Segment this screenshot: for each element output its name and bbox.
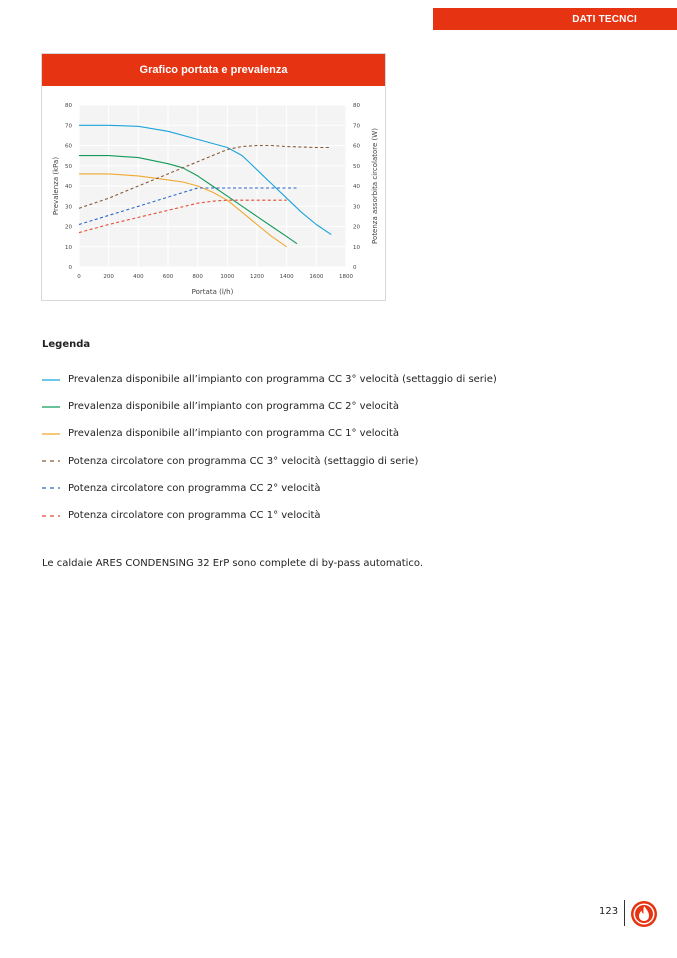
y2-tick-label: 50 — [353, 163, 360, 170]
y-tick-label: 30 — [65, 204, 72, 211]
page-number-divider — [624, 900, 625, 926]
y-tick-label: 60 — [65, 143, 72, 150]
y2-tick-label: 20 — [353, 224, 360, 231]
x-tick-label: 200 — [103, 274, 114, 280]
x-tick-label: 1600 — [309, 274, 324, 280]
chart-title: Grafico portata e prevalenza — [139, 64, 288, 76]
flame-logo-icon — [630, 900, 658, 928]
y2-tick-label: 60 — [353, 143, 360, 150]
y-tick-label: 10 — [65, 244, 72, 251]
y-tick-label: 70 — [65, 123, 72, 130]
legend-title: Legenda — [42, 339, 91, 350]
legend-label: Prevalenza disponibile all’impianto con programma CC 1° velocità — [68, 428, 399, 440]
legend-swatch — [42, 485, 62, 491]
y-tick-label: 20 — [65, 224, 72, 231]
legend-label: Potenza circolatore con programma CC 3° velocità (settaggio di serie) — [68, 455, 419, 467]
y2-tick-label: 40 — [353, 184, 360, 190]
legend-label: Potenza circolatore con programma CC 1° velocità — [68, 510, 321, 522]
x-tick-label: 0 — [77, 274, 81, 280]
y-axis-label: Prevalenza (kPa) — [52, 156, 60, 216]
y2-tick-label: 0 — [353, 265, 357, 271]
x-tick-label: 1200 — [250, 274, 264, 280]
x-tick-label: 1000 — [220, 274, 235, 280]
legend-swatch — [42, 458, 62, 464]
legend-item — [42, 475, 642, 502]
legend-label: Prevalenza disponibile all’impianto con programma CC 2° velocità — [68, 401, 399, 413]
bypass-note: Le caldaie ARES CONDENSING 32 ErP sono complete di by-pass automatico. — [42, 558, 424, 569]
y-tick-label: 40 — [65, 184, 72, 190]
x-tick-label: 600 — [162, 274, 174, 280]
chart-box — [41, 53, 386, 301]
legend-label: Prevalenza disponibile all’impianto con programma CC 3° velocità (settaggio di serie) — [68, 374, 497, 386]
y2-tick-label: 70 — [353, 123, 360, 130]
legend-item — [42, 502, 642, 529]
y2-tick-label: 80 — [353, 103, 360, 109]
x-tick-label: 400 — [133, 274, 144, 280]
legend-item — [42, 420, 642, 447]
chart-header — [42, 54, 385, 86]
legend-list — [42, 366, 642, 529]
legend-swatch — [42, 431, 62, 437]
legend-item — [42, 448, 642, 475]
y2-tick-label: 30 — [353, 204, 360, 211]
x-tick-label: 800 — [192, 274, 203, 280]
legend-swatch — [42, 377, 62, 383]
y-tick-label: 0 — [68, 265, 72, 271]
y-tick-label: 80 — [65, 103, 72, 109]
page-number: 123 — [599, 906, 619, 917]
legend-swatch — [42, 404, 62, 410]
section-tab — [433, 8, 677, 30]
legend-item — [42, 393, 642, 420]
x-axis-label: Portata (l/h) — [191, 288, 234, 296]
legend-label: Potenza circolatore con programma CC 2° velocità — [68, 482, 321, 494]
y-tick-label: 50 — [65, 163, 72, 170]
legend-item — [42, 366, 642, 393]
y2-tick-label: 10 — [353, 244, 360, 251]
x-tick-label: 1400 — [279, 274, 294, 280]
section-label: DATI TECNCI — [572, 13, 637, 25]
x-tick-label: 1800 — [339, 274, 353, 280]
y2-axis-label: Potenza assorbita circolatore (W) — [371, 128, 379, 244]
legend-swatch — [42, 513, 62, 519]
pump-curve-chart — [42, 86, 385, 300]
